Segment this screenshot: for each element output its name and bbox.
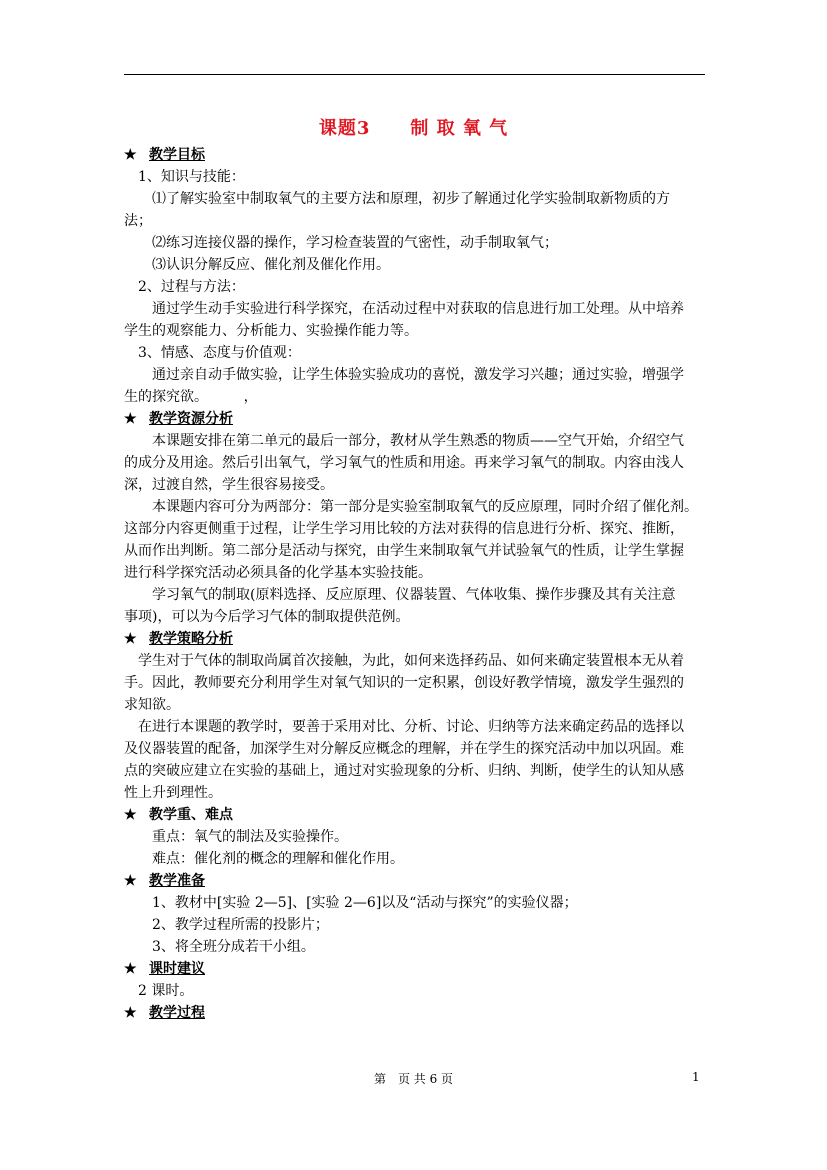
strategy-paragraph: 及仪器装置的配备，加深学生对分解反应概念的理解，并在学生的探究活动中加以巩固。难	[124, 741, 684, 757]
star-icon: ★	[124, 147, 137, 163]
strategy-paragraph: 学生对于气体的制取尚属首次接触，为此，如何来选择药品、如何来确定装置根本无从着	[138, 653, 684, 669]
goals-paragraph: 生的探究欲。 ，	[124, 389, 258, 405]
star-icon: ★	[124, 873, 137, 889]
star-icon: ★	[124, 807, 137, 823]
resources-paragraph: 的成分及用途。然后引出氧气，学习氧气的性质和用途。再来学习氧气的制取。内容由浅人	[124, 455, 684, 471]
section-heading-resources: ★ 教学资源分析	[124, 408, 714, 430]
prep-item: 2、教学过程所需的投影片；	[152, 917, 329, 933]
keypoints-difficulty: 难点：催化剂的概念的理解和催化作用。	[152, 851, 404, 867]
resources-paragraph: 深，过渡自然，学生很容易接受。	[124, 477, 334, 493]
header-rule	[124, 74, 705, 75]
resources-paragraph: 学习氧气的制取(原料选择、反应原理、仪器装置、气体收集、操作步骤及其有关注意	[152, 587, 676, 603]
page-title	[0, 114, 827, 140]
title-lesson-number: 课题3	[318, 118, 371, 139]
footer-page-number: 1	[692, 1070, 700, 1084]
resources-paragraph: 事项)，可以为今后学习气体的制取提供范例。	[124, 609, 410, 625]
goals-item-2: 2、过程与方法：	[138, 279, 245, 295]
keypoints-focus: 重点：氧气的制法及实验操作。	[152, 829, 348, 845]
title-topic: 制 取 氧 气	[410, 118, 509, 139]
goals-paragraph: ⑵练习连接仪器的操作，学习检查装置的气密性，动手制取氧气；	[152, 235, 558, 251]
resources-paragraph: 进行科学探究活动必须具备的化学基本实验技能。	[124, 565, 432, 581]
goals-paragraph: 法；	[124, 213, 152, 229]
document-body	[124, 144, 714, 1024]
hours-text: 2 课时。	[138, 983, 194, 999]
star-icon: ★	[124, 1005, 137, 1021]
resources-paragraph: 本课题内容可分为两部分：第一部分是实验室制取氧气的反应原理，同时介绍了催化剂。	[152, 499, 698, 515]
resources-paragraph: 从而作出判断。第二部分是活动与探究，由学生来制取氧气并试验氧气的性质，让学生掌握	[124, 543, 684, 559]
star-icon: ★	[124, 411, 137, 427]
strategy-paragraph: 在进行本课题的教学时，要善于采用对比、分析、讨论、归纳等方法来确定药品的选择以	[138, 719, 684, 735]
section-heading-keypoints: ★ 教学重、难点	[124, 804, 714, 826]
resources-paragraph: 本课题安排在第二单元的最后一部分，教材从学生熟悉的物质——空气开始，介绍空气	[152, 433, 684, 449]
section-heading-hours: ★ 课时建议	[124, 958, 714, 980]
goals-paragraph: ⑴了解实验室中制取氧气的主要方法和原理，初步了解通过化学实验制取新物质的方	[152, 191, 670, 207]
prep-item: 1、教材中[实验 2—5]、[实验 2—6]以及“活动与探究”的实验仪器；	[152, 895, 578, 911]
goals-paragraph: 通过亲自动手做实验，让学生体验实验成功的喜悦，激发学习兴趣；通过实验，增强学	[152, 367, 684, 383]
strategy-paragraph: 性上升到理性。	[124, 785, 222, 801]
section-heading-strategy: ★ 教学策略分析	[124, 628, 714, 650]
goals-paragraph: 学生的观察能力、分析能力、实验操作能力等。	[124, 323, 418, 339]
strategy-paragraph: 手。因此，教师要充分利用学生对氧气知识的一定积累，创设好教学情境，激发学生强烈的	[124, 675, 684, 691]
section-heading-goals: ★ 教学目标	[124, 144, 714, 166]
section-heading-prep: ★ 教学准备	[124, 870, 714, 892]
star-icon: ★	[124, 631, 137, 647]
resources-paragraph: 这部分内容更侧重于过程，让学生学习用比较的方法对获得的信息进行分析、探究、推断，	[124, 521, 684, 537]
strategy-paragraph: 求知欲。	[124, 697, 180, 713]
star-icon: ★	[124, 961, 137, 977]
goals-item-3: 3、情感、态度与价值观：	[138, 345, 301, 361]
section-heading-process: ★ 教学过程	[124, 1002, 714, 1024]
goals-paragraph: 通过学生动手实验进行科学探究，在活动过程中对获取的信息进行加工处理。从中培养	[152, 301, 684, 317]
goals-paragraph: ⑶认识分解反应、催化剂及催化作用。	[152, 257, 390, 273]
prep-item: 3、将全班分成若干小组。	[152, 939, 315, 955]
footer-page-count: 第 页 共 6 页	[373, 1072, 454, 1086]
goals-item-1: 1、知识与技能：	[138, 169, 245, 185]
strategy-paragraph: 点的突破应建立在实验的基础上，通过对实验现象的分析、归纳、判断，使学生的认知从感	[124, 763, 684, 779]
